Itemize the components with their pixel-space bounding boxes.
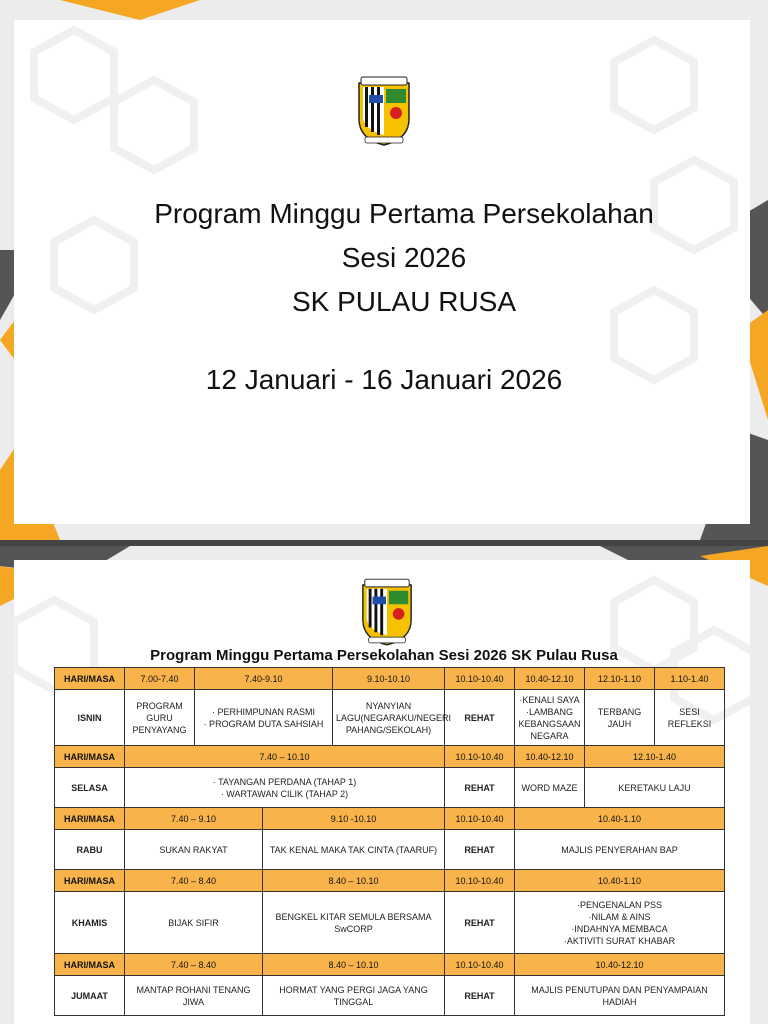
activity-cell: MANTAP ROHANI TENANG JIWA bbox=[125, 976, 263, 1016]
time-cell: 10.10-10.40 bbox=[445, 870, 515, 892]
cover-title bbox=[0, 192, 768, 324]
header-row-isnin bbox=[55, 668, 725, 690]
day-row-isnin bbox=[55, 690, 725, 746]
time-cell: 12.10-1.40 bbox=[585, 746, 725, 768]
activity-cell: TERBANG JAUH bbox=[585, 690, 655, 746]
header-label: HARI/MASA bbox=[55, 808, 125, 830]
activity-cell: WORD MAZE bbox=[515, 768, 585, 808]
time-cell: 10.40-1.10 bbox=[515, 870, 725, 892]
day-row-khamis bbox=[55, 892, 725, 954]
rehat-cell: REHAT bbox=[445, 830, 515, 870]
header-row-selasa bbox=[55, 746, 725, 768]
time-cell: 10.10-10.40 bbox=[445, 808, 515, 830]
header-label: HARI/MASA bbox=[55, 870, 125, 892]
time-cell: 7.00-7.40 bbox=[125, 668, 195, 690]
activity-cell: · PERHIMPUNAN RASMI · PROGRAM DUTA SAHSIAH bbox=[195, 690, 333, 746]
activity-cell: PROGRAM GURU PENYAYANG bbox=[125, 690, 195, 746]
activity-cell: TAK KENAL MAKA TAK CINTA (TAARUF) bbox=[263, 830, 445, 870]
time-cell: 10.40-12.10 bbox=[515, 668, 585, 690]
cover-title-line-2: Sesi 2026 bbox=[341, 242, 467, 273]
time-cell: 8.40 – 10.10 bbox=[263, 954, 445, 976]
time-cell: 9.10-10.10 bbox=[333, 668, 445, 690]
time-cell: 10.10-10.40 bbox=[445, 954, 515, 976]
day-row-rabu bbox=[55, 830, 725, 870]
schedule-slide bbox=[0, 546, 768, 1024]
header-row-jumaat bbox=[55, 954, 725, 976]
header-label: HARI/MASA bbox=[55, 668, 125, 690]
time-cell: 12.10-1.10 bbox=[585, 668, 655, 690]
day-row-selasa bbox=[55, 768, 725, 808]
activity-cell: BIJAK SIFIR bbox=[125, 892, 263, 954]
schedule-table bbox=[54, 667, 725, 1016]
time-cell: 10.40-12.10 bbox=[515, 746, 585, 768]
activity-cell: MAJLIS PENYERAHAN BAP bbox=[515, 830, 725, 870]
header-label: HARI/MASA bbox=[55, 746, 125, 768]
activity-cell: MAJLIS PENUTUPAN DAN PENYAMPAIAN HADIAH bbox=[515, 976, 725, 1016]
school-logo-2 bbox=[359, 577, 415, 647]
rehat-cell: REHAT bbox=[445, 768, 515, 808]
day-label: RABU bbox=[55, 830, 125, 870]
time-cell: 10.40-12.10 bbox=[515, 954, 725, 976]
cover-date: 12 Januari - 16 Januari 2026 bbox=[205, 364, 563, 395]
header-label: HARI/MASA bbox=[55, 954, 125, 976]
activity-cell: ·PENGENALAN PSS ·NILAM & AINS ·INDAHNYA MEMBACA ·AKTIVITI SURAT KHABAR bbox=[515, 892, 725, 954]
schedule-title: Program Minggu Pertama Persekolahan Sesi 2026 SK Pulau Rusa bbox=[150, 647, 618, 664]
day-label: ISNIN bbox=[55, 690, 125, 746]
activity-cell: · TAYANGAN PERDANA (TAHAP 1) · WARTAWAN CILIK (TAHAP 2) bbox=[125, 768, 445, 808]
time-cell: 10.40-1.10 bbox=[515, 808, 725, 830]
cover-title-line-3: SK PULAU RUSA bbox=[291, 286, 517, 317]
day-label: JUMAAT bbox=[55, 976, 125, 1016]
time-cell: 7.40 – 8.40 bbox=[125, 954, 263, 976]
activity-cell: BENGKEL KITAR SEMULA BERSAMA SwCORP bbox=[263, 892, 445, 954]
cover-title-line-1: Program Minggu Pertama Persekolahan bbox=[154, 198, 654, 229]
header-row-rabu bbox=[55, 808, 725, 830]
rehat-cell: REHAT bbox=[445, 892, 515, 954]
rehat-cell: REHAT bbox=[445, 690, 515, 746]
activity-cell: SUKAN RAKYAT bbox=[125, 830, 263, 870]
school-logo bbox=[355, 75, 413, 147]
activity-cell: HORMAT YANG PERGI JAGA YANG TINGGAL bbox=[263, 976, 445, 1016]
time-cell: 8.40 – 10.10 bbox=[263, 870, 445, 892]
time-cell: 7.40 – 10.10 bbox=[125, 746, 445, 768]
activity-cell: NYANYIAN LAGU(NEGARAKU/NEGERI PAHANG/SEKOLAH) bbox=[333, 690, 445, 746]
day-label: SELASA bbox=[55, 768, 125, 808]
day-row-jumaat bbox=[55, 976, 725, 1016]
rehat-cell: REHAT bbox=[445, 976, 515, 1016]
activity-cell: SESI REFLEKSI bbox=[655, 690, 725, 746]
activity-cell: ·KENALI SAYA ·LAMBANG KEBANGSAAN NEGARA bbox=[515, 690, 585, 746]
activity-cell: KERETAKU LAJU bbox=[585, 768, 725, 808]
time-cell: 7.40 – 8.40 bbox=[125, 870, 263, 892]
day-label: KHAMIS bbox=[55, 892, 125, 954]
header-row-khamis bbox=[55, 870, 725, 892]
time-cell: 7.40-9.10 bbox=[195, 668, 333, 690]
time-cell: 7.40 – 9.10 bbox=[125, 808, 263, 830]
time-cell: 1.10-1.40 bbox=[655, 668, 725, 690]
time-cell: 10.10-10.40 bbox=[445, 746, 515, 768]
time-cell: 9.10 -10.10 bbox=[263, 808, 445, 830]
time-cell: 10.10-10.40 bbox=[445, 668, 515, 690]
